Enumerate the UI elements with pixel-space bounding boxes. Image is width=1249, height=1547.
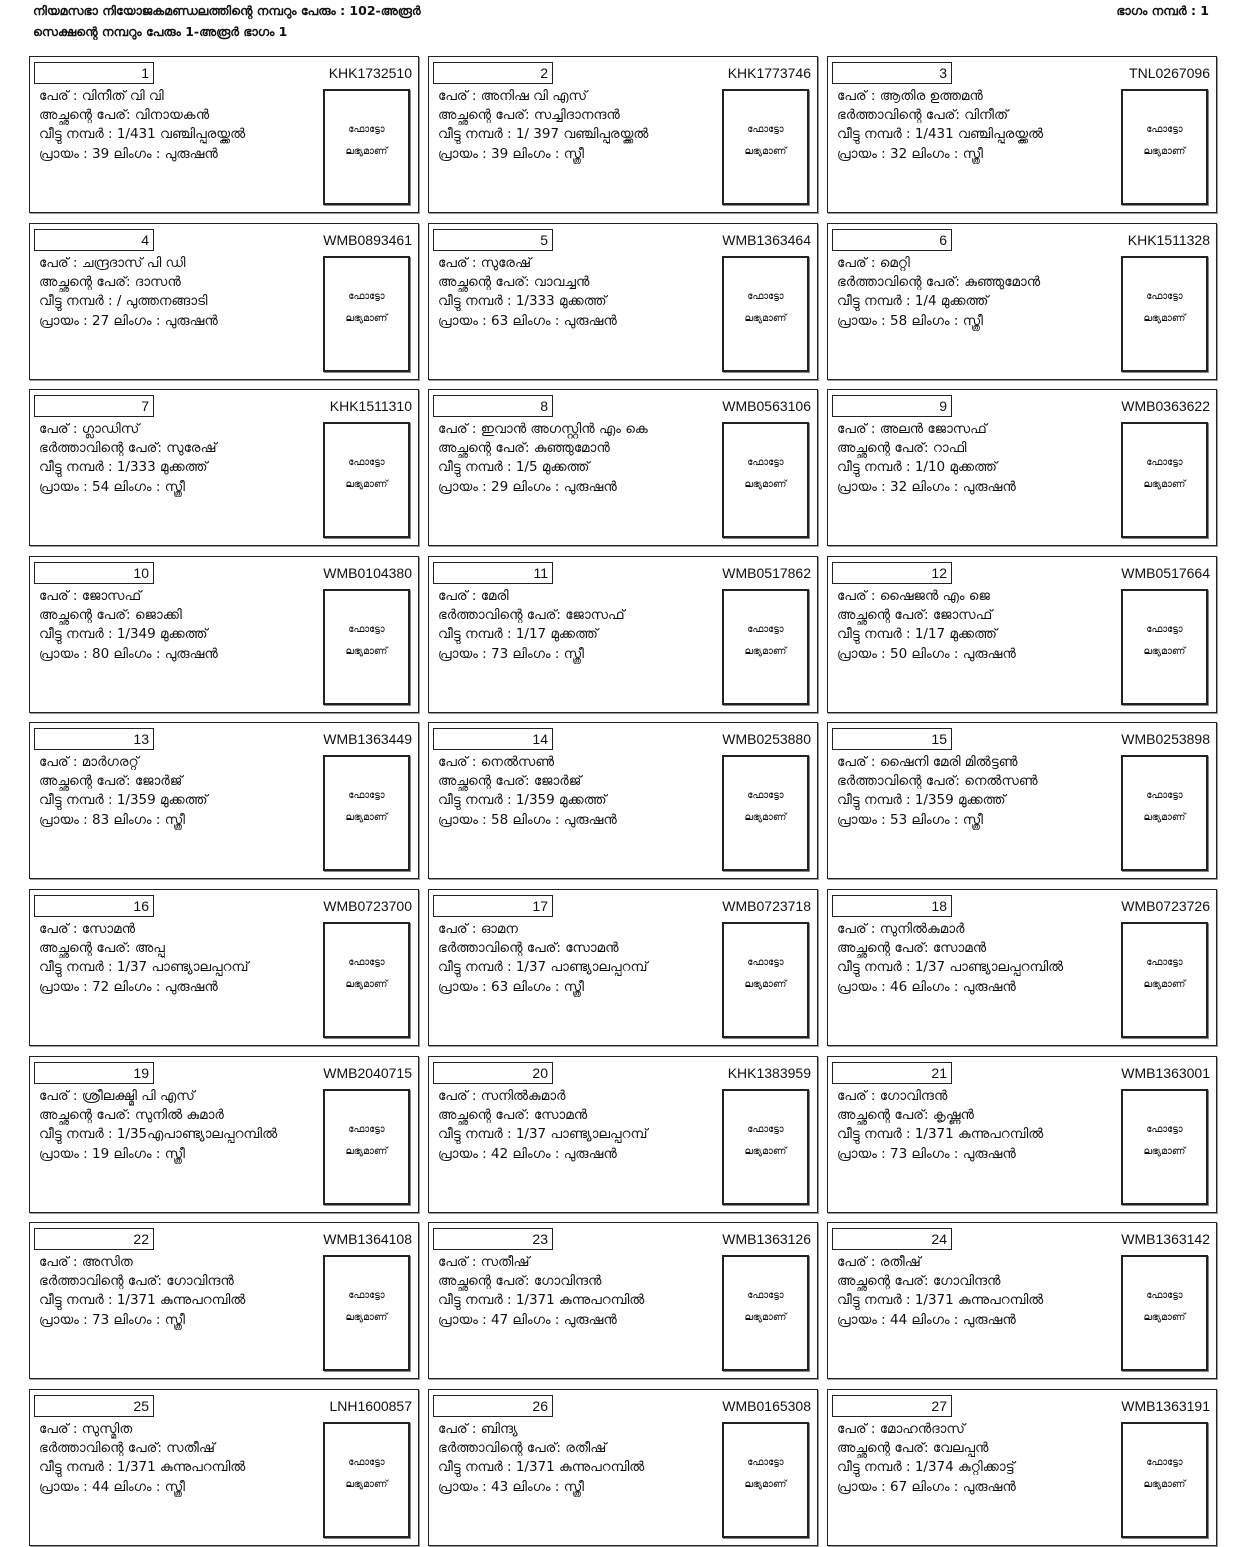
photo-available-label: ലഭ്യമാണ് [1143,313,1186,324]
photo-available-label: ലഭ്യമാണ് [345,146,388,157]
house-number: വീട്ടു നമ്പർ : 1/333 മുക്കത്ത് [438,293,607,309]
voter-name: പേര് : സോമൻ [39,921,136,937]
photo-available-label: ലഭ്യമാണ് [744,1479,787,1490]
relation-name: ഭർത്താവിന്റെ പേര്: ജോസഫ് [438,607,625,623]
voter-name: പേര് : വിനീത് വി വി [39,88,164,104]
photo-box [323,1422,410,1538]
voter-card [428,1389,818,1546]
photo-box [722,1255,809,1371]
age-gender: പ്രായം : 27 ലിംഗം : പുരുഷൻ [39,313,218,329]
relation-name: അച്ഛന്റെ പേര്: സോമൻ [438,1107,588,1123]
serial-number: 4 [34,229,154,251]
epic-id: WMB0104380 [323,565,412,581]
voter-name: പേര് : ജോസഫ് [39,588,142,604]
relation-name: ഭർത്താവിന്റെ പേര്: കുഞ്ഞുമോൻ [837,274,1041,290]
epic-id: KHK1383959 [727,1065,811,1081]
house-number: വീട്ടു നമ്പർ : 1/371 കുന്നുപറമ്പിൽ [39,1459,246,1475]
epic-id: WMB0253898 [1121,731,1210,747]
epic-id: WMB1363001 [1121,1065,1210,1081]
serial-number: 13 [34,728,154,750]
serial-number: 10 [34,562,154,584]
relation-name: ഭർത്താവിന്റെ പേര്: ഗോവിന്ദൻ [39,1273,234,1289]
epic-id: WMB0363622 [1121,398,1210,414]
photo-label: ഫോട്ടോ [747,624,784,635]
age-gender: പ്രായം : 80 ലിംഗം : പുരുഷൻ [39,646,218,662]
serial-number: 14 [433,728,553,750]
relation-name: അച്ഛന്റെ പേര്: വിനായകൻ [39,107,210,123]
photo-label: ഫോട്ടോ [348,624,385,635]
age-gender: പ്രായം : 44 ലിംഗം : പുരുഷൻ [837,1312,1016,1328]
photo-available-label: ലഭ്യമാണ് [345,313,388,324]
serial-number: 16 [34,895,154,917]
photo-label: ഫോട്ടോ [1146,1457,1183,1468]
relation-name: ഭർത്താവിന്റെ പേര്: സുരേഷ് [39,440,217,456]
photo-label: ഫോട്ടോ [1146,124,1183,135]
relation-name: അച്ഛന്റെ പേര്: ജൊക്കി [39,607,182,623]
serial-number: 24 [832,1228,952,1250]
age-gender: പ്രായം : 63 ലിംഗം : സ്ത്രീ [438,979,584,995]
photo-box [1121,1255,1208,1371]
epic-id: TNL0267096 [1129,65,1210,81]
age-gender: പ്രായം : 50 ലിംഗം : പുരുഷൻ [837,646,1016,662]
voter-name: പേര് : ബിന്ദ്യ [438,1421,518,1437]
voter-name: പേര് : ഓമന [438,921,518,937]
photo-box [722,422,809,538]
photo-label: ഫോട്ടോ [348,790,385,801]
voter-name: പേര് : സുസ്മിത [39,1421,133,1437]
photo-box [1121,256,1208,372]
relation-name: അച്ഛന്റെ പേര്: വേലപ്പൻ [837,1440,989,1456]
photo-box [1121,1422,1208,1538]
constituency-header: നിയമസഭാ നിയോജകമണ്ഡലത്തിന്റെ നമ്പറും പേരും : 102-അരൂർ [33,3,421,18]
voter-name: പേര് : ഇവാൻ അഗസ്റ്റിൻ എം കെ [438,421,648,437]
voter-name: പേര് : അലൻ ജോസഫ് [837,421,987,437]
house-number: വീട്ടു നമ്പർ : 1/17 മുക്കത്ത് [837,626,997,642]
photo-available-label: ലഭ്യമാണ് [1143,479,1186,490]
serial-number: 17 [433,895,553,917]
photo-box [323,1089,410,1205]
voter-name: പേര് : ആതിര ഉത്തമൻ [837,88,983,104]
epic-id: KHK1511328 [1127,232,1210,248]
voter-card [29,1389,419,1546]
house-number: വീട്ടു നമ്പർ : 1/374 കുറ്റിക്കാട്ട് [837,1459,1015,1475]
photo-available-label: ലഭ്യമാണ് [744,146,787,157]
serial-number: 27 [832,1395,952,1417]
house-number: വീട്ടു നമ്പർ : 1/371 കുന്നുപറമ്പിൽ [39,1292,246,1308]
photo-available-label: ലഭ്യമാണ് [345,479,388,490]
house-number: വീട്ടു നമ്പർ : 1/371 കുന്നുപറമ്പിൽ [837,1292,1044,1308]
epic-id: KHK1773746 [727,65,811,81]
house-number: വീട്ടു നമ്പർ : 1/371 കുന്നുപറമ്പിൽ [438,1459,645,1475]
photo-label: ഫോട്ടോ [1146,457,1183,468]
photo-available-label: ലഭ്യമാണ് [1143,1146,1186,1157]
part-number-header: ഭാഗം നമ്പർ : 1 [1116,3,1209,18]
photo-label: ഫോട്ടോ [348,124,385,135]
photo-box [1121,589,1208,705]
photo-available-label: ലഭ്യമാണ് [744,1146,787,1157]
serial-number: 25 [34,1395,154,1417]
relation-name: അച്ഛന്റെ പേര്: ജോസഫ് [837,607,993,623]
epic-id: WMB1363191 [1121,1398,1210,1414]
house-number: വീട്ടു നമ്പർ : 1/349 മുക്കത്ത് [39,626,208,642]
photo-label: ഫോട്ടോ [348,291,385,302]
house-number: വീട്ടു നമ്പർ : 1/35എപാണ്ട്യാലപ്പറമ്പിൽ [39,1126,278,1142]
photo-label: ഫോട്ടോ [1146,957,1183,968]
photo-box [1121,922,1208,1038]
serial-number: 20 [433,1062,553,1084]
photo-label: ഫോട്ടോ [1146,790,1183,801]
relation-name: ഭർത്താവിന്റെ പേര്: സോമൻ [438,940,619,956]
photo-label: ഫോട്ടോ [747,957,784,968]
photo-label: ഫോട്ടോ [747,457,784,468]
serial-number: 5 [433,229,553,251]
house-number: വീട്ടു നമ്പർ : 1/5 മുക്കത്ത് [438,459,590,475]
epic-id: WMB0517664 [1121,565,1210,581]
age-gender: പ്രായം : 42 ലിംഗം : പുരുഷൻ [438,1146,617,1162]
photo-box [722,589,809,705]
epic-id: KHK1732510 [328,65,412,81]
photo-box [1121,1089,1208,1205]
age-gender: പ്രായം : 58 ലിംഗം : സ്ത്രീ [837,313,983,329]
age-gender: പ്രായം : 32 ലിംഗം : പുരുഷൻ [837,479,1016,495]
photo-label: ഫോട്ടോ [747,790,784,801]
age-gender: പ്രായം : 67 ലിംഗം : പുരുഷൻ [837,1479,1016,1495]
relation-name: അച്ഛന്റെ പേര്: ഗോവിന്ദൻ [438,1273,602,1289]
house-number: വീട്ടു നമ്പർ : 1/37 പാണ്ട്യാലപ്പറമ്പ് [438,1126,648,1142]
epic-id: WMB0723718 [722,898,811,914]
photo-label: ഫോട്ടോ [1146,1290,1183,1301]
age-gender: പ്രായം : 83 ലിംഗം : സ്ത്രീ [39,812,185,828]
epic-id: WMB0563106 [722,398,811,414]
photo-box [323,755,410,871]
photo-box [722,1089,809,1205]
voter-card [827,1056,1217,1213]
photo-available-label: ലഭ്യമാണ് [744,1312,787,1323]
house-number: വീട്ടു നമ്പർ : 1/359 മുക്കത്ത് [837,792,1006,808]
voter-name: പേര് : മെറ്റി [837,255,910,271]
photo-available-label: ലഭ്യമാണ് [1143,146,1186,157]
age-gender: പ്രായം : 73 ലിംഗം : സ്ത്രീ [438,646,584,662]
photo-available-label: ലഭ്യമാണ് [744,646,787,657]
voter-card [428,389,818,546]
age-gender: പ്രായം : 54 ലിംഗം : സ്ത്രീ [39,479,185,495]
serial-number: 9 [832,395,952,417]
epic-id: WMB1364108 [323,1231,412,1247]
voter-name: പേര് : മേരി [438,588,509,604]
age-gender: പ്രായം : 72 ലിംഗം : പുരുഷൻ [39,979,218,995]
relation-name: അച്ഛന്റെ പേര്: കൃഷ്ണൻ [837,1107,974,1123]
voter-card [29,722,419,879]
relation-name: ഭർത്താവിന്റെ പേര്: രതീഷ് [438,1440,607,1456]
voter-name: പേര് : മാർഗരറ്റ് [39,754,139,770]
photo-available-label: ലഭ്യമാണ് [1143,979,1186,990]
photo-available-label: ലഭ്യമാണ് [744,812,787,823]
photo-label: ഫോട്ടോ [747,291,784,302]
relation-name: അച്ഛന്റെ പേര്: സോമൻ [837,940,987,956]
epic-id: WMB0893461 [323,232,412,248]
voter-name: പേര് : രതീഷ് [837,1254,921,1270]
relation-name: അച്ഛന്റെ പേര്: റാഫി [837,440,967,456]
photo-label: ഫോട്ടോ [348,1124,385,1135]
epic-id: KHK1511310 [329,398,412,414]
serial-number: 8 [433,395,553,417]
photo-box [1121,422,1208,538]
photo-label: ഫോട്ടോ [1146,291,1183,302]
age-gender: പ്രായം : 63 ലിംഗം : പുരുഷൻ [438,313,617,329]
photo-available-label: ലഭ്യമാണ് [1143,646,1186,657]
house-number: വീട്ടു നമ്പർ : 1/17 മുക്കത്ത് [438,626,598,642]
voter-name: പേര് : സുനിൽകുമാർ [837,921,965,937]
age-gender: പ്രായം : 43 ലിംഗം : സ്ത്രീ [438,1479,584,1495]
house-number: വീട്ടു നമ്പർ : / പുത്തനങ്ങാടി [39,293,208,309]
relation-name: അച്ഛന്റെ പേര്: ദാസൻ [39,274,181,290]
voter-card [29,556,419,713]
photo-box [722,89,809,205]
voter-name: പേര് : ചന്ദ്രദാസ് പി ഡി [39,255,186,271]
voter-card [428,1056,818,1213]
photo-available-label: ലഭ്യമാണ് [345,646,388,657]
house-number: വീട്ടു നമ്പർ : 1/4 മുക്കത്ത് [837,293,989,309]
epic-id: WMB1363126 [722,1231,811,1247]
photo-available-label: ലഭ്യമാണ് [345,979,388,990]
house-number: വീട്ടു നമ്പർ : 1/37 പാണ്ട്യാലപ്പറമ്പിൽ [837,959,1064,975]
voter-name: പേര് : സനിൽകുമാർ [438,1088,566,1104]
epic-id: LNH1600857 [329,1398,412,1414]
photo-available-label: ലഭ്യമാണ് [1143,1479,1186,1490]
voter-name: പേര് : ശ്രീലക്ഷ്മി പി എസ് [39,1088,195,1104]
photo-box [722,1422,809,1538]
photo-label: ഫോട്ടോ [747,1290,784,1301]
voter-card [428,56,818,213]
photo-label: ഫോട്ടോ [747,124,784,135]
serial-number: 23 [433,1228,553,1250]
relation-name: അച്ഛന്റെ പേര്: അപ്പു [39,940,165,956]
voter-card [428,223,818,380]
photo-label: ഫോട്ടോ [348,457,385,468]
age-gender: പ്രായം : 29 ലിംഗം : പുരുഷൻ [438,479,617,495]
epic-id: WMB1363449 [323,731,412,747]
relation-name: അച്ഛന്റെ പേര്: ജോർജ് [438,773,582,789]
age-gender: പ്രായം : 58 ലിംഗം : പുരുഷൻ [438,812,617,828]
epic-id: WMB0517862 [722,565,811,581]
age-gender: പ്രായം : 39 ലിംഗം : പുരുഷൻ [39,146,218,162]
epic-id: WMB2040715 [323,1065,412,1081]
photo-box [722,922,809,1038]
serial-number: 26 [433,1395,553,1417]
relation-name: ഭർത്താവിന്റെ പേര്: സതീഷ് [39,1440,215,1456]
serial-number: 3 [832,62,952,84]
house-number: വീട്ടു നമ്പർ : 1/37 പാണ്ട്യാലപ്പറമ്പ് [438,959,648,975]
relation-name: ഭർത്താവിന്റെ പേര്: വിനീത് [837,107,1009,123]
house-number: വീട്ടു നമ്പർ : 1/10 മുക്കത്ത് [837,459,997,475]
serial-number: 22 [34,1228,154,1250]
photo-available-label: ലഭ്യമാണ് [345,1312,388,1323]
photo-box [323,256,410,372]
relation-name: അച്ഛന്റെ പേര്: വാവച്ചൻ [438,274,590,290]
photo-box [722,755,809,871]
relation-name: അച്ഛന്റെ പേര്: ജോർജ് [39,773,183,789]
house-number: വീട്ടു നമ്പർ : 1/ 397 വഞ്ചിപ്പുരയ്ക്കൽ [438,126,649,142]
voter-card [827,1222,1217,1379]
photo-box [323,1255,410,1371]
age-gender: പ്രായം : 32 ലിംഗം : സ്ത്രീ [837,146,983,162]
photo-available-label: ലഭ്യമാണ് [744,313,787,324]
voter-card [29,389,419,546]
photo-available-label: ലഭ്യമാണ് [345,1146,388,1157]
serial-number: 2 [433,62,553,84]
voter-card [428,722,818,879]
voter-name: പേര് : ഗോവിന്ദൻ [837,1088,948,1104]
voter-card [428,556,818,713]
photo-box [323,589,410,705]
voter-card [827,56,1217,213]
serial-number: 18 [832,895,952,917]
photo-available-label: ലഭ്യമാണ് [345,1479,388,1490]
voter-card [827,556,1217,713]
epic-id: WMB1363142 [1121,1231,1210,1247]
serial-number: 7 [34,395,154,417]
photo-available-label: ലഭ്യമാണ് [1143,1312,1186,1323]
serial-number: 21 [832,1062,952,1084]
house-number: വീട്ടു നമ്പർ : 1/371 കുന്നുപറമ്പിൽ [438,1292,645,1308]
house-number: വീട്ടു നമ്പർ : 1/333 മുക്കത്ത് [39,459,208,475]
age-gender: പ്രായം : 39 ലിംഗം : സ്ത്രീ [438,146,584,162]
epic-id: WMB0723726 [1121,898,1210,914]
relation-name: അച്ഛന്റെ പേര്: സുനിൽ കുമാർ [39,1107,224,1123]
photo-label: ഫോട്ടോ [348,1457,385,1468]
house-number: വീട്ടു നമ്പർ : 1/431 വഞ്ചിപ്പുരയ്ക്കൽ [837,126,1044,142]
serial-number: 1 [34,62,154,84]
house-number: വീട്ടു നമ്പർ : 1/37 പാണ്ട്യാലപ്പറമ്പ് [39,959,249,975]
voter-name: പേര് : ഷൈജൻ എം ജെ [837,588,990,604]
age-gender: പ്രായം : 19 ലിംഗം : സ്ത്രീ [39,1146,185,1162]
epic-id: WMB1363464 [722,232,811,248]
photo-label: ഫോട്ടോ [1146,1124,1183,1135]
photo-box [323,422,410,538]
voter-name: പേര് : അനിഷ വി എസ് [438,88,588,104]
age-gender: പ്രായം : 47 ലിംഗം : പുരുഷൻ [438,1312,617,1328]
photo-label: ഫോട്ടോ [747,1457,784,1468]
serial-number: 12 [832,562,952,584]
photo-available-label: ലഭ്യമാണ് [345,812,388,823]
epic-id: WMB0723700 [323,898,412,914]
photo-box [1121,89,1208,205]
voter-name: പേര് : ഗ്ലാഡിസ് [39,421,140,437]
age-gender: പ്രായം : 44 ലിംഗം : സ്ത്രീ [39,1479,185,1495]
house-number: വീട്ടു നമ്പർ : 1/359 മുക്കത്ത് [438,792,607,808]
photo-available-label: ലഭ്യമാണ് [1143,812,1186,823]
photo-label: ഫോട്ടോ [348,1290,385,1301]
serial-number: 19 [34,1062,154,1084]
age-gender: പ്രായം : 53 ലിംഗം : സ്ത്രീ [837,812,983,828]
photo-label: ഫോട്ടോ [348,957,385,968]
voter-card [29,223,419,380]
photo-box [722,256,809,372]
relation-name: ഭർത്താവിന്റെ പേര്: നെൽസൺ [837,773,1038,789]
voter-card [428,1222,818,1379]
voter-card [827,223,1217,380]
relation-name: അച്ഛന്റെ പേര്: സച്ചിദാനന്ദൻ [438,107,620,123]
photo-label: ഫോട്ടോ [747,1124,784,1135]
voter-card [29,1056,419,1213]
house-number: വീട്ടു നമ്പർ : 1/371 കുന്നുപറമ്പിൽ [837,1126,1044,1142]
photo-box [323,89,410,205]
voter-name: പേര് : അസിത [39,1254,133,1270]
relation-name: അച്ഛന്റെ പേര്: കുഞ്ഞുമോൻ [438,440,610,456]
voter-card [827,389,1217,546]
voter-card [827,1389,1217,1546]
serial-number: 15 [832,728,952,750]
voter-name: പേര് : നെൽസൺ [438,754,555,770]
serial-number: 11 [433,562,553,584]
voter-card [29,1222,419,1379]
photo-available-label: ലഭ്യമാണ് [744,479,787,490]
epic-id: WMB0253880 [722,731,811,747]
relation-name: അച്ഛന്റെ പേര്: ഗോവിന്ദൻ [837,1273,1001,1289]
voter-name: പേര് : മോഹൻദാസ് [837,1421,965,1437]
section-header: സെക്ഷന്റെ നമ്പറും പേരും 1-അരൂർ ഭാഗം 1 [33,24,288,39]
epic-id: WMB0165308 [722,1398,811,1414]
voter-name: പേര് : സതീഷ് [438,1254,530,1270]
serial-number: 6 [832,229,952,251]
house-number: വീട്ടു നമ്പർ : 1/431 വഞ്ചിപ്പുരയ്ക്കൽ [39,126,246,142]
age-gender: പ്രായം : 73 ലിംഗം : പുരുഷൻ [837,1146,1016,1162]
photo-label: ഫോട്ടോ [1146,624,1183,635]
voter-name: പേര് : ഷൈനി മേരി മിൽട്ടൺ [837,754,1018,770]
voter-name: പേര് : സുരേഷ് [438,255,532,271]
voter-card [29,56,419,213]
voter-card [827,889,1217,1046]
voter-card [428,889,818,1046]
photo-box [1121,755,1208,871]
age-gender: പ്രായം : 46 ലിംഗം : പുരുഷൻ [837,979,1016,995]
photo-available-label: ലഭ്യമാണ് [744,979,787,990]
age-gender: പ്രായം : 73 ലിംഗം : സ്ത്രീ [39,1312,185,1328]
voter-card [29,889,419,1046]
voter-card [827,722,1217,879]
photo-box [323,922,410,1038]
house-number: വീട്ടു നമ്പർ : 1/359 മുക്കത്ത് [39,792,208,808]
